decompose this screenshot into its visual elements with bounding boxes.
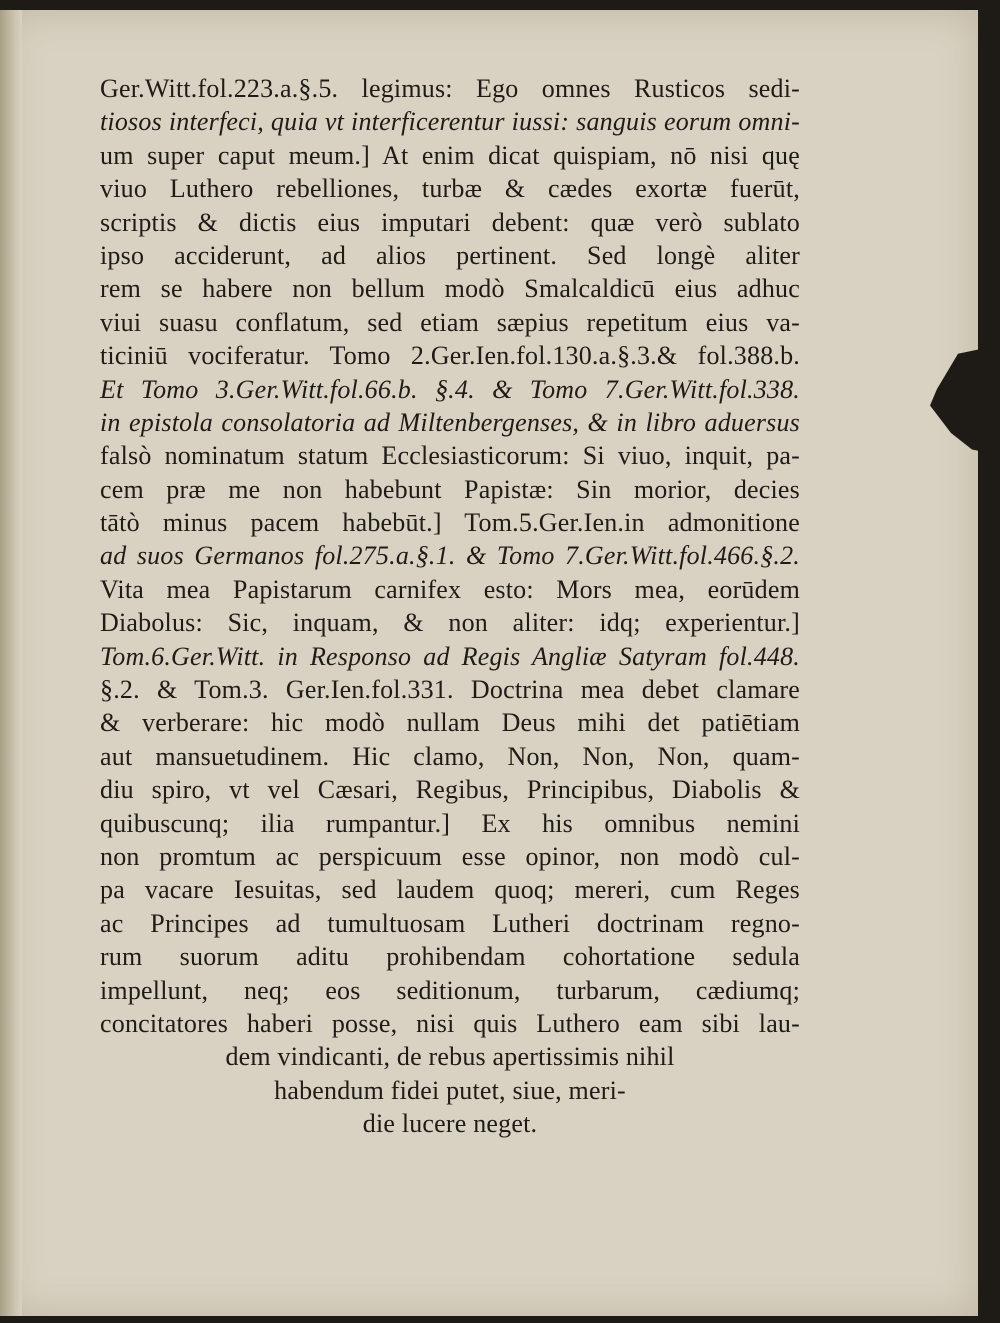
text-line: ad suos Germanos fol.275.a.§.1. & Tomo 7.Ger.Witt.fol.466.§.2. — [100, 541, 800, 571]
text-line: in epistola consolatoria ad Miltenbergenses, & in libro aduersus — [100, 407, 800, 437]
text-line: die lucere neget. — [362, 1109, 538, 1139]
text-line: non promtum ac perspicuum esse opinor, non modò cul- — [100, 841, 800, 871]
text-line: & verberare: hic modò nullam Deus mihi det patiētiam — [100, 708, 800, 738]
text-line: viuo Luthero rebelliones, turbæ & cædes exortæ fuerūt, — [100, 174, 800, 204]
text-line: ticiniū vociferatur. Tomo 2.Ger.Ien.fol.130.a.§.3.& fol.388.b. — [100, 341, 800, 371]
text-line: quibuscunq; ilia rumpantur.] Ex his omnibus nemini — [100, 808, 800, 838]
text-line: ac Principes ad tumultuosam Lutheri doctrinam regno- — [100, 908, 800, 938]
text-line: Tom.6.Ger.Witt. in Responso ad Regis Angliæ Satyram fol.448. — [100, 641, 800, 671]
text-line: cem præ me non habebunt Papistæ: Sin morior, decies — [100, 474, 800, 504]
text-line: Et Tomo 3.Ger.Witt.fol.66.b. §.4. & Tomo 7.Ger.Witt.fol.338. — [100, 374, 800, 404]
text-line: impellunt, neq; eos seditionum, turbarum, cædiumq; — [100, 975, 800, 1005]
text-line: um super caput meum.] At enim dicat quispiam, nō nisi quę — [100, 140, 800, 170]
text-line: rem se habere non bellum modò Smalcaldicū eius adhuc — [100, 274, 800, 304]
body-text — [100, 72, 800, 1141]
text-line: Diabolus: Sic, inquam, & non aliter: idq; experientur.] — [100, 608, 800, 638]
text-line: tātò minus pacem habebūt.] Tom.5.Ger.Ien.in admonitione — [100, 508, 800, 538]
text-line: Vita mea Papistarum carnifex esto: Mors mea, eorūdem — [100, 574, 800, 604]
text-line: tiosos interfeci, quia vt interficerentur iussi: sanguis eorum omni- — [100, 107, 800, 137]
binding-edge — [0, 10, 22, 1316]
text-line: dem vindicanti, de rebus apertissimis nihil — [225, 1042, 675, 1072]
text-line: concitatores haberi posse, nisi quis Luthero eam sibi lau- — [100, 1008, 800, 1038]
text-line: diu spiro, vt vel Cæsari, Regibus, Principibus, Diabolis & — [100, 775, 800, 805]
text-line: habendum fidei putet, siue, meri- — [274, 1075, 626, 1105]
text-line: pa vacare Iesuitas, sed laudem quoq; mereri, cum Reges — [100, 875, 800, 905]
text-line: ipso acciderunt, ad alios pertinent. Sed longè aliter — [100, 240, 800, 270]
text-line: rum suorum aditu prohibendam cohortatione sedula — [100, 942, 800, 972]
text-line: falsò nominatum statum Ecclesiasticorum: Si viuo, inquit, pa- — [100, 441, 800, 471]
text-line: viui suasu conflatum, sed etiam sæpius repetitum eius va- — [100, 307, 800, 337]
text-line: aut mansuetudinem. Hic clamo, Non, Non, Non, quam- — [100, 741, 800, 771]
text-line: §.2. & Tom.3. Ger.Ien.fol.331. Doctrina mea debet clamare — [100, 675, 800, 705]
text-line: Ger.Witt.fol.223.a.§.5. legimus: Ego omnes Rusticos sedi- — [100, 74, 800, 103]
text-line: scriptis & dictis eius imputari debent: quæ verò sublato — [100, 207, 800, 237]
